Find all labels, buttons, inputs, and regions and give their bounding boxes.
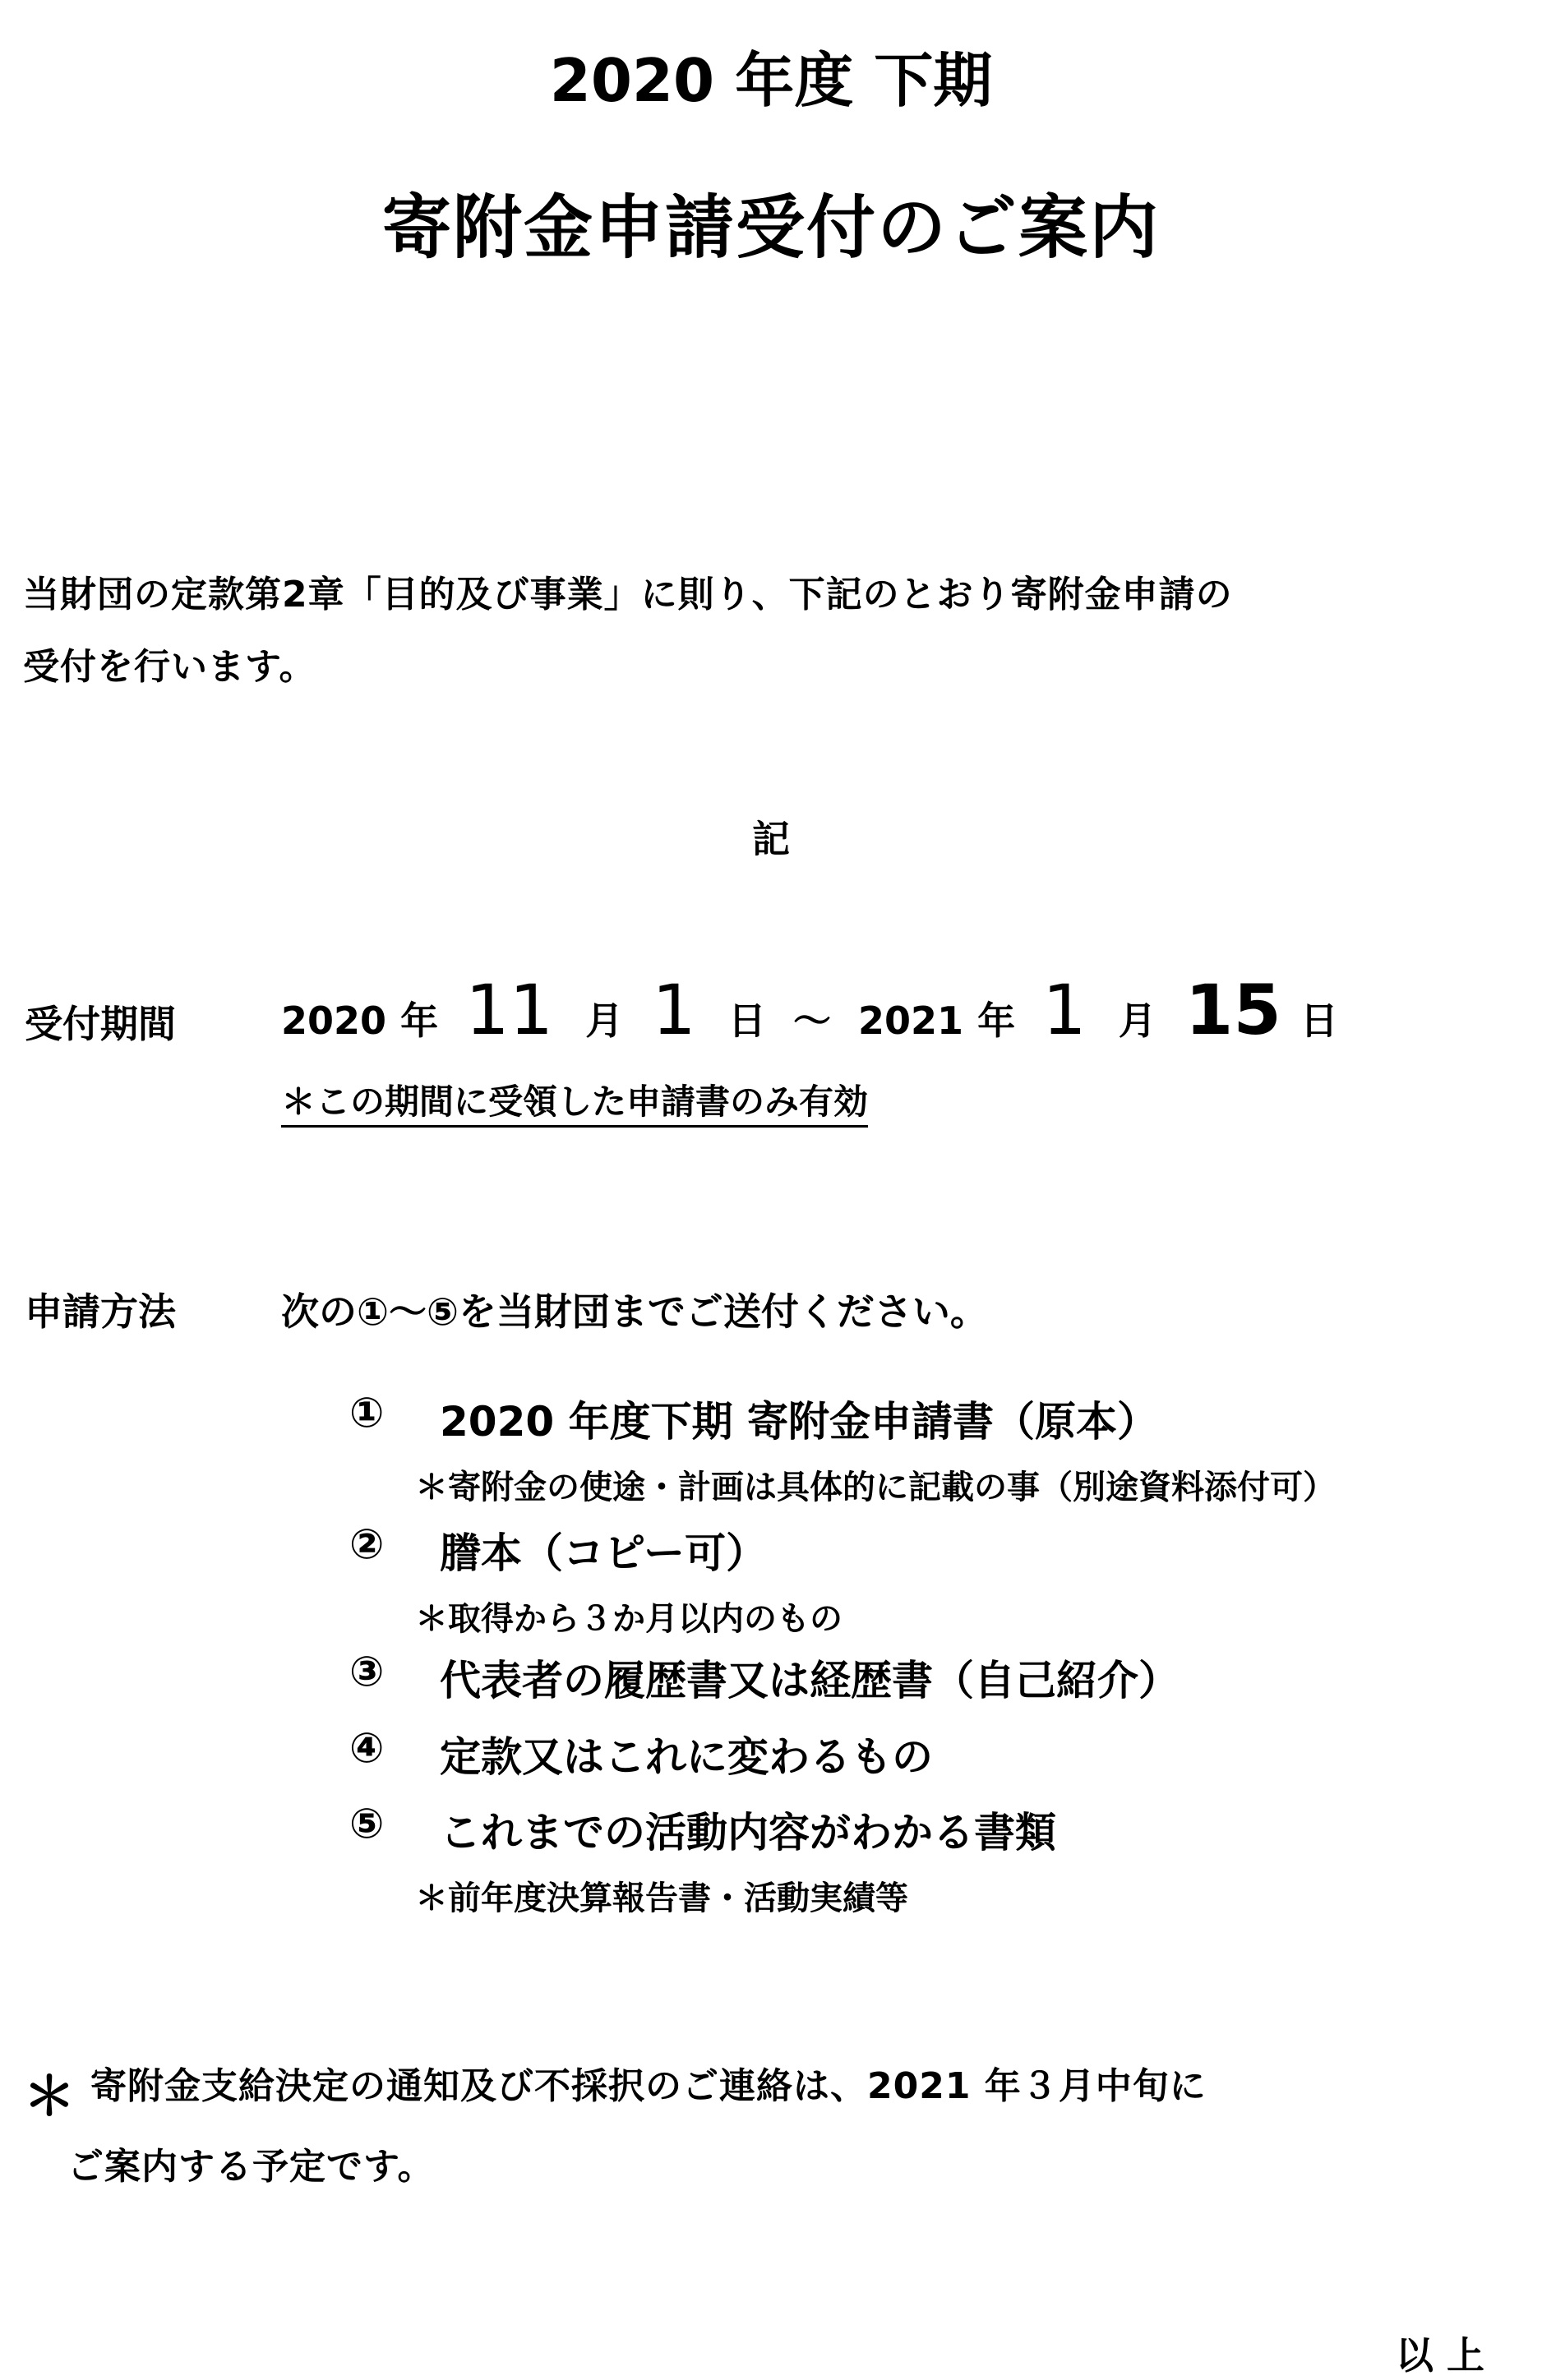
- start-month-unit: 月: [585, 999, 624, 1043]
- period-label: 受付期間: [25, 1002, 176, 1046]
- intro-line-2: 受付を行います。: [23, 646, 316, 688]
- ki-heading: 記: [752, 817, 790, 861]
- period-dates: [281, 970, 1338, 1052]
- closing-text: 以 上: [1395, 2333, 1484, 2378]
- end-year-unit: 年: [977, 999, 1016, 1043]
- intro-line-1: 当財団の定款第2章「目的及び事業」に則り、下記のとおり寄附金申請の: [23, 574, 1233, 616]
- intro-paragraph: [23, 559, 1233, 703]
- item-4-number: ④: [349, 1724, 385, 1772]
- method-label: 申請方法: [25, 1289, 176, 1334]
- item-3-text: 代表者の履歴書又は経歴書（自己紹介）: [440, 1657, 1180, 1704]
- end-month-unit: 月: [1118, 999, 1156, 1043]
- end-month: 1: [1042, 970, 1087, 1050]
- footnote-line-1: 寄附金支給決定の通知及び不採択のご連絡は、2021 年３月中旬に: [90, 2065, 1207, 2107]
- start-day-unit: 日: [727, 999, 766, 1043]
- item-4-text: 定款又はこれに変わるもの: [440, 1733, 933, 1781]
- page-title: 寄附金申請受付のご案内: [381, 187, 1160, 268]
- footnote-line-2: ご案内する予定です。: [67, 2146, 435, 2188]
- method-text: 次の①～⑤を当財団までご送付ください。: [281, 1289, 988, 1334]
- item-2-text: 謄本（コピー可）: [440, 1529, 767, 1577]
- item-2-note: ＊取得から３か月以内のもの: [415, 1600, 843, 1638]
- item-5-text: これまでの活動内容がわかる書類: [440, 1809, 1056, 1856]
- start-year-unit: 年: [400, 999, 439, 1043]
- item-5-note: ＊前年度決算報告書・活動実績等: [415, 1880, 908, 1917]
- period-note: ＊この期間に受領した申請書のみ有効: [281, 1082, 868, 1128]
- end-day-unit: 日: [1300, 999, 1338, 1043]
- start-month: 11: [465, 970, 554, 1050]
- item-3-number: ③: [349, 1648, 385, 1695]
- item-2-number: ②: [349, 1520, 385, 1568]
- start-year: 2020: [281, 999, 387, 1043]
- item-1-number: ①: [349, 1389, 385, 1437]
- item-1-text: 2020 年度下期 寄附金申請書（原本）: [440, 1398, 1158, 1446]
- end-year: 2021: [858, 999, 964, 1043]
- term-heading: 2020 年度 下期: [549, 46, 993, 115]
- item-1-note: ＊寄附金の使途・計画は具体的に記載の事（別途資料添付可）: [415, 1469, 1336, 1506]
- start-day: 1: [652, 970, 696, 1050]
- footnote-asterisk: ＊: [23, 2067, 76, 2128]
- item-5-number: ⑤: [349, 1800, 385, 1847]
- period-tilde: ～: [792, 999, 831, 1043]
- end-day: 15: [1184, 970, 1281, 1050]
